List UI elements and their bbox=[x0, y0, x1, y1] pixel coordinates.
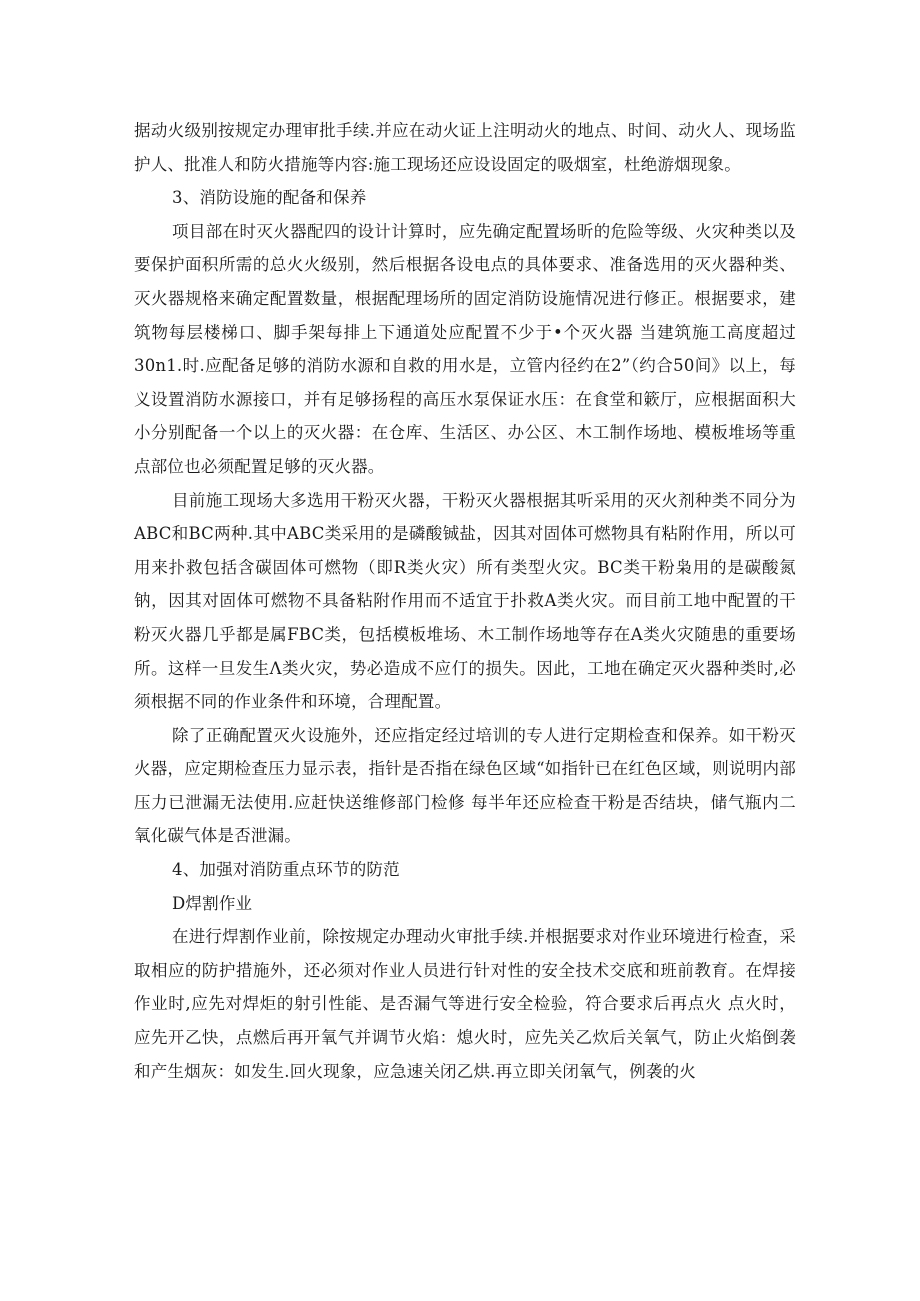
section-heading-4: 4、加强对消防重点环节的防范 bbox=[172, 860, 400, 880]
subsection-heading-welding: D焊割作业 bbox=[172, 893, 253, 913]
paragraph-inspection-maintenance: 除了正确配置灭火设施外，还应指定经过培训的专人进行定期检查和保养。如干粉灭火器，应定期检查压力显示表，指针是否指在绿色区域“如指针已在红色区域，则说明内部压力已泄漏无法使用.应赶快送维修部门检修 每半年还应检查干粉是否结块，储气瓶内二氧化碳气体是否泄漏。 bbox=[134, 725, 796, 846]
document-body bbox=[134, 114, 796, 1088]
paragraph-extinguisher-configuration: 项目部在时灭火器配四的设计计算时，应先确定配置场昕的危险等级、火灾种类以及要保护面积所需的总火火级别，然后根据各设电点的具体要求、准备选用的灭火器种类、灭火器规格来确定配置数量，根据配理场所的固定消防设施情况进行修正。根据要求，建筑物每层楼梯口、脚手架每排上下通道处应配置不少于•个灭火器 当建筑施工高度超过30n1.时.应配备足够的消防水源和自救的用水是，立管内径约在2”（约合50间》以上，每义设置消防水源接口，并有足够扬程的高压水泵保证水压：在食堂和簌厅，应根据面积大小分别配备一个以上的灭火器：在仓库、生活区、办公区、木工制作场地、模板堆场等重点部位也必须配置足够的灭火器。 bbox=[134, 221, 796, 476]
paragraph-dry-powder-types: 目前施工现场大多选用干粉灭火器，干粉灭火器根据其听采用的灭火剂种类不同分为ABC和BC两种.其中ABC类采用的是磷酸铖盐，因其对固体可燃物具有粘附作用，所以可用来扑救包括含碳固体可燃物（即R类火灾）所有类型火灾。BC类干粉枭用的是碳酸氮钠，因其对固体可燃物不具备粘附作用而不适宜于扑救A类火灾。而目前工地中配置的干粉灭火器几乎都是属FBC类，包括模板堆场、木工制作场地等存在A类火灾随患的重要场所。这样一旦发生Λ类火灾，势必造成不应仃的损失。因此，工地在确定灭火器种类时,必须根据不同的作业条件和环境，合理配置。 bbox=[134, 490, 796, 712]
paragraph-continuation: 据动火级别按规定办理审批手续.并应在动火证上注明动火的地点、时间、动火人、现场监护人、批准人和防火措施等内容:施工现场还应设设固定的吸烟室，杜绝游烟现象。 bbox=[134, 121, 796, 174]
paragraph-welding-operations: 在进行焊割作业前，除按规定办理动火审批手续.并根据要求对作业环境进行检查，采取相应的防护措施外，还必须对作业人员进行针对性的安全技术交底和班前教育。在焊接作业时,应先对焊炬的射引性能、是否漏气等进行安全检验，符合要求后再点火 点火时，应先开乙快，点燃后再开氧气并调节火焰：熄火时，应先关乙炊后关氧气，防止火焰倒袭和产生烟灰：如发生.回火现象，应急速关闭乙烘.再立即关闭氧气，例袭的火 bbox=[134, 927, 796, 1081]
section-heading-3: 3、消防设施的配备和保养 bbox=[172, 188, 367, 208]
